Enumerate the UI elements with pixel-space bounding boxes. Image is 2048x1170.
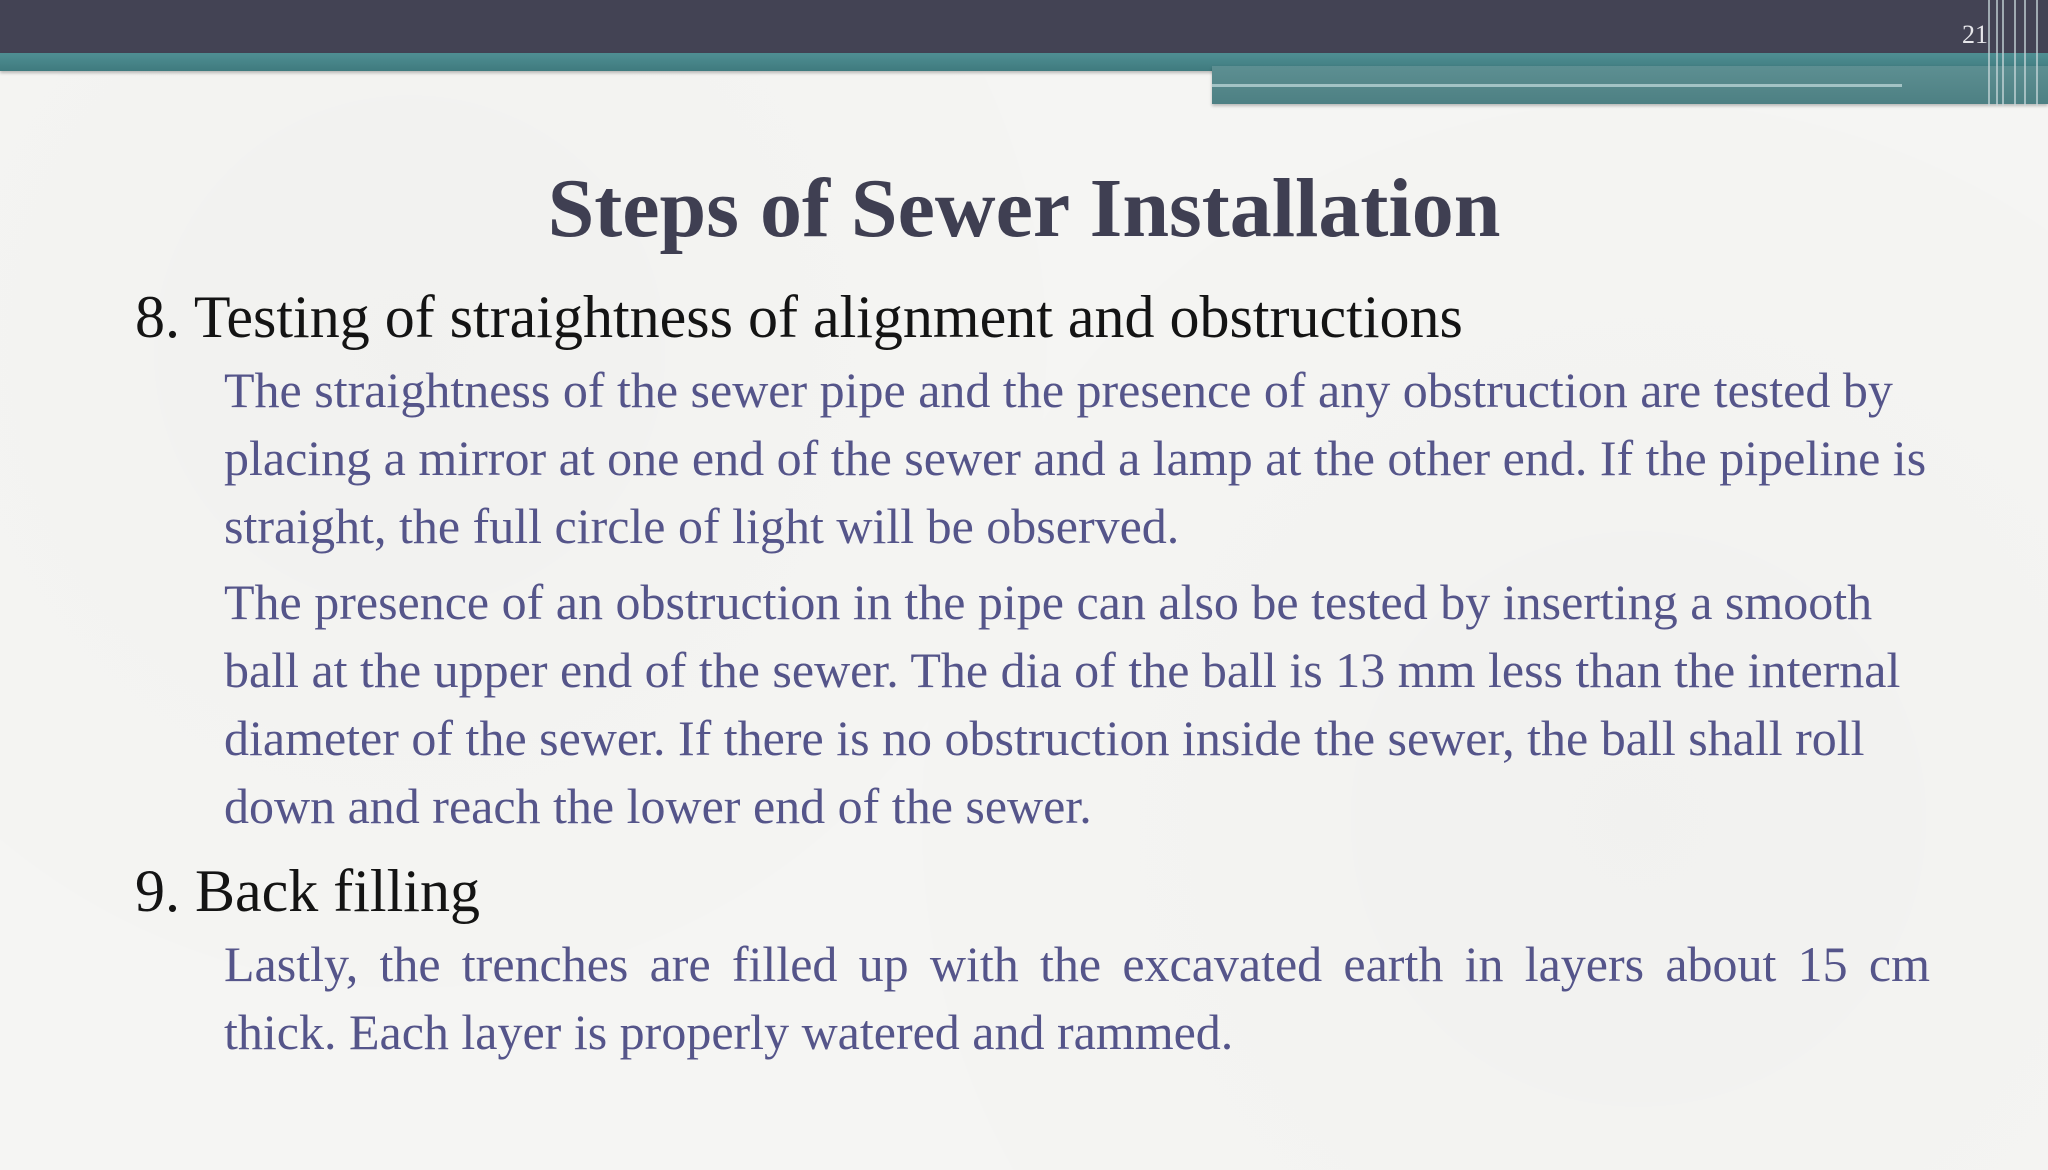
section-heading-back-filling: 9. Back filling <box>135 858 480 924</box>
page-number: 21 <box>1962 20 1988 49</box>
slide-title: Steps of Sewer Installation <box>547 162 1501 255</box>
section-heading-testing: 8. Testing of straightness of alignment and obstructions <box>135 284 1463 350</box>
paragraph-ball-test: The presence of an obstruction in the pipe can also be tested by inserting a smooth ball at the upper end of the sewer. The dia of the ball is 13 mm less than the internal diameter of the sewer. If there is no obstruction inside the sewer, the ball shall roll down and reach the lower end of the sewer. <box>224 574 1901 834</box>
banner-vertical-lines <box>1984 0 2048 106</box>
paragraph-mirror-test: The straightness of the sewer pipe and the presence of any obstruction are tested by placing a mirror at one end of the sewer and a lamp at the other end. If the pipeline is straight, the full circle of light will be observed. <box>224 362 1927 554</box>
banner-accent-line <box>1212 84 1902 87</box>
paragraph-back-filling: Lastly, the trenches are filled up with the excavated earth in layers about 15 cm thick. Each layer is properly watered and rammed. <box>224 936 1930 1060</box>
slide-content <box>135 282 1935 1066</box>
top-banner <box>0 0 2048 53</box>
